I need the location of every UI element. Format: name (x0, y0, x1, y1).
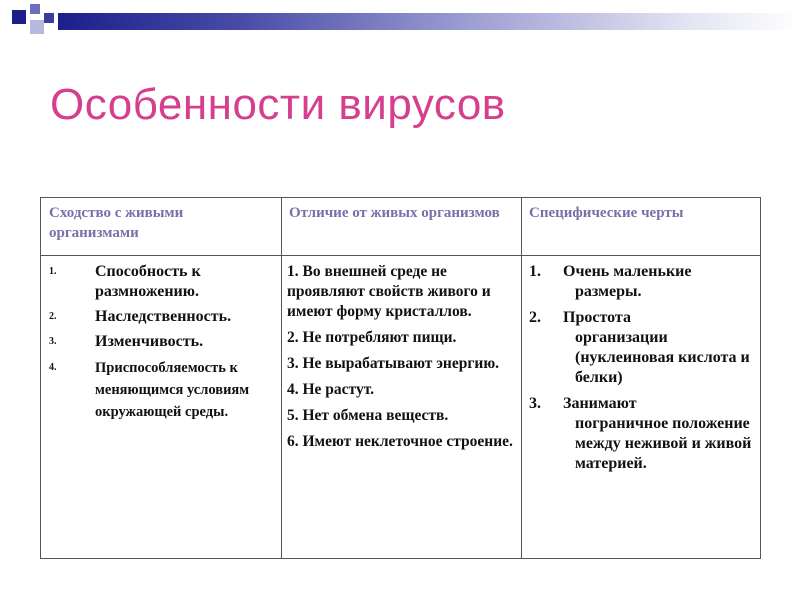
item-text: Занимают (563, 395, 637, 412)
item-text: Приспособляемость к меняющимся условиям окружающей среды. (95, 360, 250, 420)
item-number: 4. (49, 362, 57, 373)
list-item: 1. Во внешней среде не проявляют свойств живого и имеют форму кристаллов. (287, 263, 491, 320)
item-text-continued: организации (нуклеиновая кислота и белки) (575, 329, 750, 386)
header-specific: Специфические черты (529, 205, 684, 221)
header-similarities: Сходство с живыми организмами (49, 205, 184, 241)
item-text: Способность к размножению. (95, 263, 201, 300)
decorative-square (44, 13, 54, 23)
list-item: 6. Имеют неклеточное строение. (287, 433, 513, 450)
list-item (527, 262, 757, 302)
list-item: 3. Не вырабатывают энергию. (287, 355, 500, 372)
decorative-square (30, 4, 40, 14)
item-number: 3. (529, 395, 541, 412)
differences-list (287, 262, 517, 458)
list-item (47, 262, 279, 302)
item-number: 2. (49, 311, 57, 322)
specific-features-list (527, 262, 757, 480)
decorative-top-band (58, 13, 800, 30)
item-number: 2. (529, 309, 541, 326)
item-number: 3. (49, 336, 57, 347)
column-divider (521, 198, 522, 558)
item-number: 1. (49, 266, 57, 277)
list-item (47, 332, 279, 352)
item-text: Очень маленькие (563, 263, 692, 280)
item-text: Изменчивость. (95, 333, 204, 350)
list-item (47, 357, 279, 423)
header-differences: Отличие от живых организмов (289, 205, 500, 221)
item-number: 1. (529, 263, 541, 280)
item-text-continued: размеры. (575, 283, 642, 300)
item-text-continued: пограничное положение между неживой и живой материей. (575, 415, 752, 472)
similarities-list (47, 262, 279, 428)
list-item: 5. Нет обмена веществ. (287, 407, 449, 424)
decorative-square (12, 10, 26, 24)
item-text: Простота (563, 309, 631, 326)
item-text: Наследственность. (95, 308, 232, 325)
decorative-square (30, 20, 44, 34)
list-item: 4. Не растут. (287, 381, 375, 398)
list-item (527, 394, 757, 474)
features-table (40, 197, 761, 559)
list-item (527, 308, 757, 388)
column-divider (281, 198, 282, 558)
slide-title: Особенности вирусов (50, 80, 506, 129)
list-item (47, 307, 279, 327)
list-item: 2. Не потребляют пищи. (287, 329, 457, 346)
